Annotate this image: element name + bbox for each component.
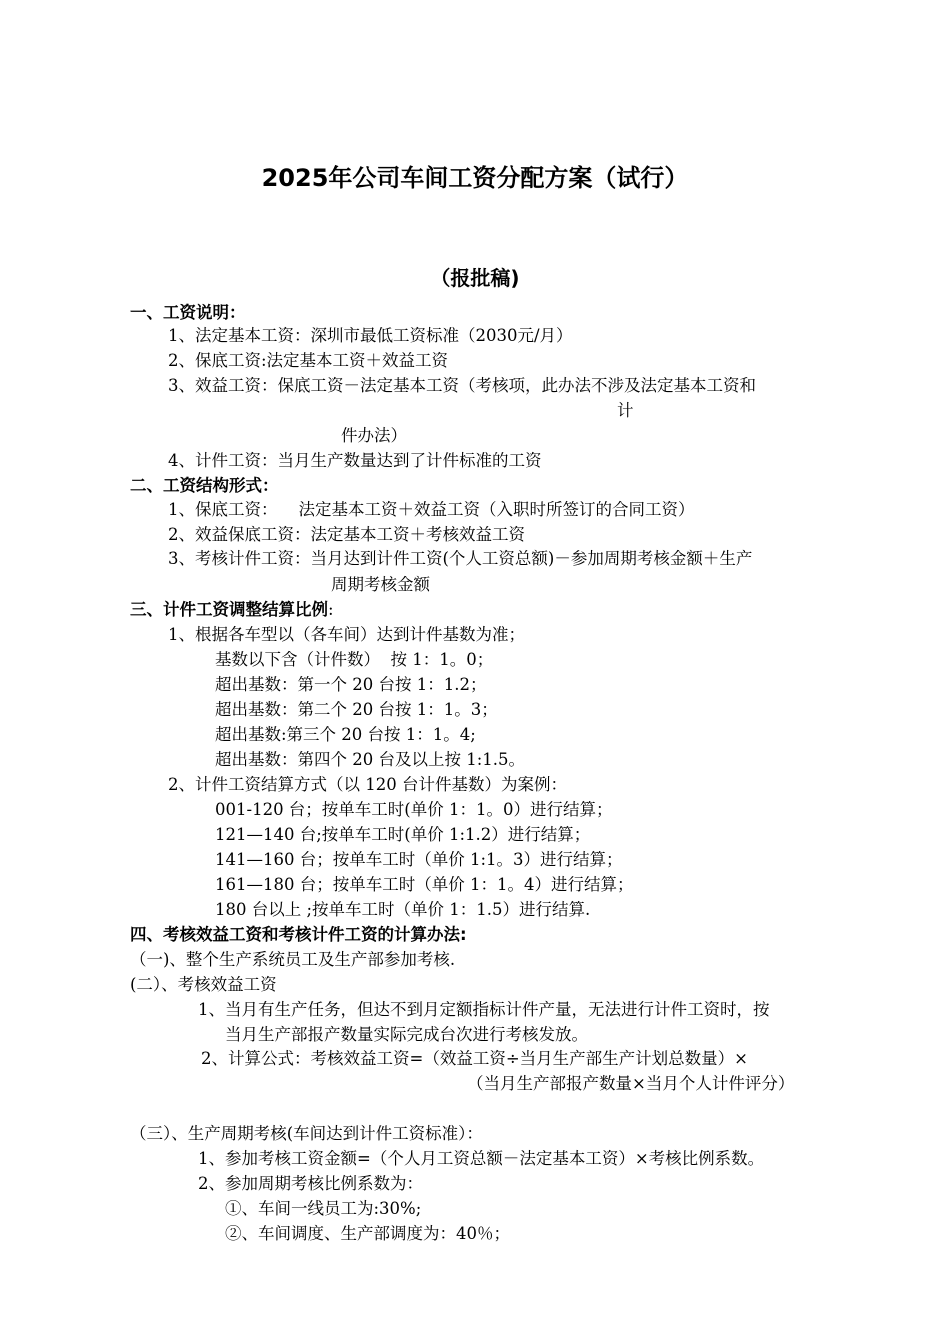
section-3-example-4: 161—180 台；按单车工时（单价 1：1。4）进行结算； — [215, 875, 634, 894]
section-4-heading: 四、考核效益工资和考核计件工资的计算办法: — [130, 925, 467, 944]
section-3-item-2: 2、计件工资结算方式（以 120 台计件基数）为案例： — [168, 775, 567, 794]
document-title: 2025年公司车间工资分配方案（试行） — [261, 164, 689, 192]
section-1-item-1: 1、法定基本工资：深圳市最低工资标准（2030元/月） — [168, 326, 573, 345]
section-4-part-3: （三）、生产周期考核(车间达到计件工资标准）： — [130, 1124, 483, 1143]
section-3-heading-text: 三、计件工资调整结算比例 — [130, 600, 328, 619]
section-3-ratio-3: 超出基数：第二个 20 台按 1：1。3； — [215, 700, 498, 719]
section-1-item-3: 3、效益工资：保底工资－法定基本工资（考核项，此办法不涉及法定基本工资和 — [168, 376, 756, 395]
section-3-ratio-4: 超出基数:第三个 20 台按 1：1。4; — [215, 725, 476, 744]
section-4-part-3-item-1: 1、参加考核工资金额=（个人月工资总额－法定基本工资）×考核比例系数。 — [198, 1149, 765, 1168]
section-3-item-1: 1、根据各车型以（各车间）达到计件基数为准； — [168, 625, 525, 644]
section-1-item-2: 2、保底工资:法定基本工资＋效益工资 — [168, 351, 449, 370]
section-1-heading: 一、工资说明： — [130, 303, 246, 322]
section-2-item-3-cont: 周期考核金额 — [331, 575, 430, 594]
section-4-part-3-ratio-1: ①、车间一线员工为:30%; — [225, 1199, 422, 1218]
section-2-item-2: 2、效益保底工资：法定基本工资＋考核效益工资 — [168, 525, 525, 544]
section-4-part-3-ratio-2: ②、车间调度、生产部调度为：40％； — [225, 1224, 510, 1243]
section-4-part-2-item-1-cont: 当月生产部报产数量实际完成台次进行考核发放。 — [225, 1025, 588, 1044]
section-3-heading-colon: : — [328, 600, 334, 619]
section-3-ratio-5: 超出基数：第四个 20 台及以上按 1:1.5。 — [215, 750, 526, 769]
section-3-example-3: 141—160 台；按单车工时（单价 1:1。3）进行结算； — [215, 850, 623, 869]
section-3-heading — [130, 599, 334, 621]
section-2-heading: 二、工资结构形式： — [130, 476, 279, 495]
section-3-example-2: 121—140 台;按单车工时(单价 1:1.2）进行结算； — [215, 825, 591, 844]
section-4-part-3-item-2: 2、参加周期考核比例系数为： — [198, 1174, 423, 1193]
section-3-example-1: 001-120 台；按单车工时(单价 1：1。0）进行结算； — [215, 800, 613, 819]
section-3-example-5: 180 台以上 ;按单车工时（单价 1：1.5）进行结算. — [215, 900, 591, 919]
section-4-part-2: (二）、考核效益工资 — [130, 975, 277, 994]
section-2-item-1: 1、保底工资： 法定基本工资＋效益工资（入职时所签订的合同工资） — [168, 500, 695, 519]
section-4-part-2-item-1: 1、当月有生产任务，但达不到月定额指标计件产量，无法进行计件工资时，按 — [198, 1000, 770, 1019]
section-4-part-1: （一)、整个生产系统员工及生产部参加考核. — [130, 950, 456, 969]
section-3-ratio-1: 基数以下含（计件数） 按 1：1。0； — [215, 650, 494, 669]
document-subtitle: （报批稿) — [430, 266, 520, 290]
section-1-item-3-cont2: 件办法） — [341, 426, 407, 445]
section-2-item-3: 3、考核计件工资：当月达到计件工资(个人工资总额)－参加周期考核金额＋生产 — [168, 549, 753, 568]
section-3-ratio-2: 超出基数：第一个 20 台按 1：1.2； — [215, 675, 487, 694]
section-4-part-2-item-2: 2、计算公式：考核效益工资=（效益工资÷当月生产部生产计划总数量）× — [201, 1049, 748, 1068]
section-4-part-2-item-2-cont: （当月生产部报产数量×当月个人计件评分） — [467, 1074, 795, 1093]
section-1-item-3-cont: 计 — [617, 401, 634, 420]
section-1-item-4: 4、计件工资：当月生产数量达到了计件标准的工资 — [168, 451, 542, 470]
